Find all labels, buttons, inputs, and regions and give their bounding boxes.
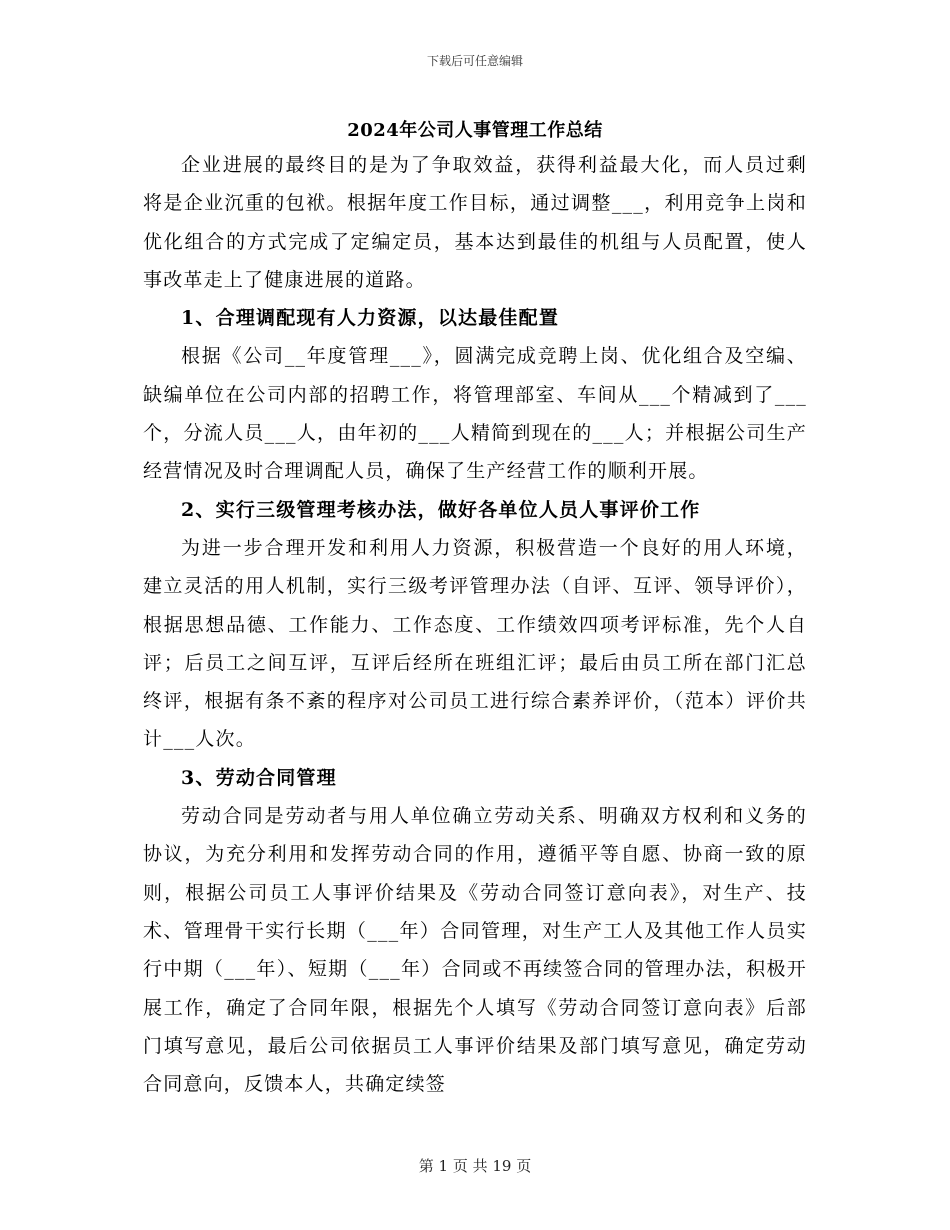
- page-header-note: 下载后可任意编辑: [426, 54, 523, 68]
- section-paragraph-2: 为进一步合理开发和利用人力资源，积极营造一个良好的用人环境，建立灵活的用人机制，实行三级考评管理办法（自评、互评、领导评价），根据思想品德、工作能力、工作态度、工作绩效四项考评标准，先个人自评；后员工之间互评，互评后经所在班组汇评；最后由员工所在部门汇总终评，根据有条不紊的程序对公司员工进行综合素养评价，（范本）评价共计___人次。: [143, 536, 807, 751]
- intro-paragraph: 企业进展的最终目的是为了争取效益，获得利益最大化，而人员过剩将是企业沉重的包袱。根据年度工作目标，通过调整___，利用竞争上岗和优化组合的方式完成了定编定员，基本达到最佳的机组与人员配置，使人事改革走上了健康进展的道路。: [143, 154, 807, 291]
- section-heading-1: 1、合理调配现有人力资源，以达最佳配置: [181, 307, 560, 330]
- section-paragraph-3: 劳动合同是劳动者与用人单位确立劳动关系、明确双方权利和义务的协议，为充分利用和发挥劳动合同的作用，遵循平等自愿、协商一致的原则，根据公司员工人事评价结果及《劳动合同签订意向表》，对生产、技术、管理骨干实行长期（___年）合同管理，对生产工人及其他工作人员实行中期（___年）、短期（___年）合同或不再续签合同的管理办法，积极开展工作，确定了合同年限，根据先个人填写《劳动合同签订意向表》后部门填写意见，最后公司依据员工人事评价结果及部门填写意见，确定劳动合同意向，反馈本人，共确定续签: [143, 805, 807, 1096]
- document-title: 2024年公司人事管理工作总结: [347, 120, 603, 141]
- page-number: 第 1 页 共 19 页: [418, 1157, 532, 1175]
- document-body: [143, 146, 807, 1103]
- section-heading-3: 3、劳动合同管理: [181, 766, 337, 789]
- section-paragraph-1: 根据《公司__年度管理___》，圆满完成竞聘上岗、优化组合及空编、缺编单位在公司内部的招聘工作，将管理部室、车间从___个精减到了___个，分流人员___人，由年初的___人精简到现在的___人；并根据公司生产经营情况及时合理调配人员，确保了生产经营工作的顺利开展。: [143, 345, 807, 483]
- section-heading-2: 2、实行三级管理考核办法，做好各单位人员人事评价工作: [181, 498, 701, 521]
